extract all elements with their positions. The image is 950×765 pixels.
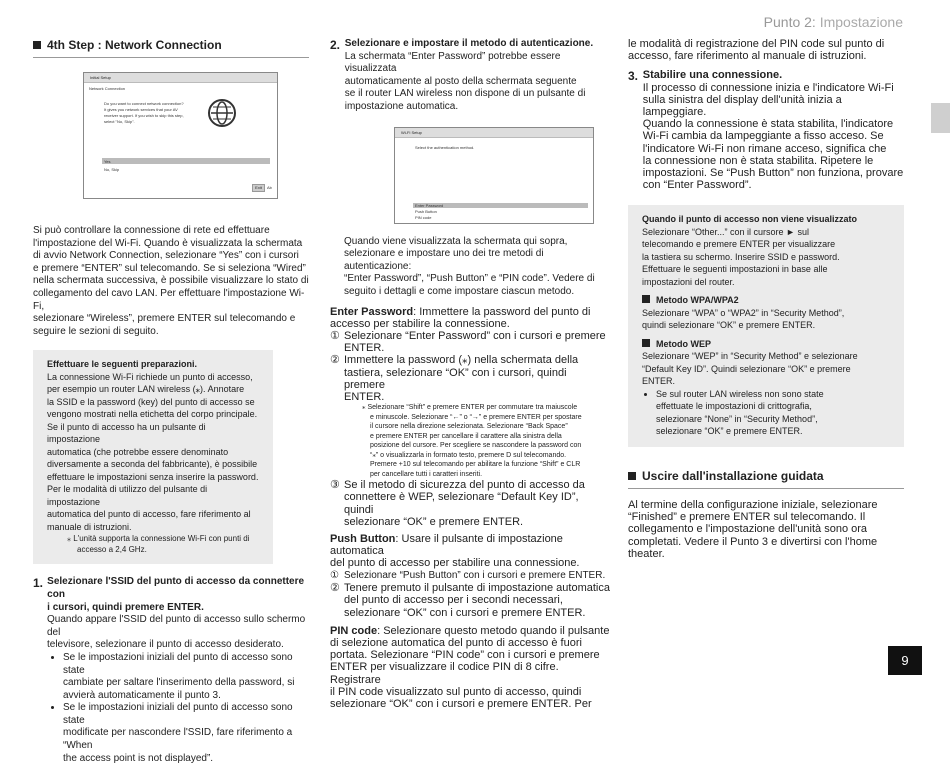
list-item: • Se le impostazioni iniziali del punto di accesso sono state cambiate per saltare l'inserimento della password, si avvierà automaticamente il punto 3. [63, 652, 309, 702]
box-line: la SSID e la password (key) del punto di accesso se [47, 396, 255, 407]
screen-option: Enter Password [415, 202, 444, 208]
text-line: Wi-Fi cambia da lampeggiante a fisso acceso. Se [642, 130, 884, 143]
screen-line: Select the authentication method. [415, 144, 475, 150]
heading-text: 4th Step : Network Connection [47, 38, 222, 52]
box-line: automatica (che potrebbe essere denominato [47, 446, 229, 457]
text-line: se il router LAN wireless non dispone di un pulsante di [344, 88, 586, 100]
push-button-section [330, 533, 610, 619]
text-line: Immettere la password (⁎) nella schermata della [344, 354, 579, 367]
screen-option: PIN code [415, 214, 432, 220]
step-3 [628, 69, 904, 191]
text-line: “Finished” e premere ENTER sul telecomando. Il [628, 511, 866, 524]
screen-option: Push Button [415, 208, 437, 214]
text-line: collegamento del cavo LAN. Per effettuare l'impostazione Wi-Fi, [33, 287, 305, 312]
text-line: Quando viene visualizzata la schermata qui sopra, [344, 235, 568, 247]
square-bullet-icon [628, 472, 636, 480]
text-line: accesso, fare riferimento al manuale di istruzioni. [628, 50, 867, 63]
box-line: Se il punto di accesso ha un pulsante di impostazione [47, 421, 206, 445]
screen-title-bar: Wi-Fi Setup [395, 128, 593, 138]
box-note: accesso a 2,4 GHz. [77, 545, 147, 555]
page-header [764, 14, 903, 30]
method-intro [344, 236, 610, 299]
box-line: La connessione Wi-Fi richiede un punto di accesso, [47, 371, 253, 382]
text-line: Selezionare “Push Button” con i cursori e premere ENTER. [344, 569, 606, 581]
box-line: Effettuare le seguenti impostazioni in base alle [642, 264, 828, 275]
side-tab [931, 103, 950, 133]
header-part: Punto 2: [763, 14, 816, 30]
box-line: per esempio un router LAN wireless (⁎). Annotare [47, 384, 245, 395]
screen-subtitle: Network Connection [89, 86, 126, 91]
method-label: Enter Password [330, 305, 414, 318]
box-line: impostazioni del router. [642, 276, 735, 287]
box-line: Selezionare “WPA” o “WPA2” in “Security Method”, [642, 307, 845, 318]
screen-line: receiver support. If you wish to skip this step, [104, 113, 184, 118]
step-number: 2. [330, 38, 341, 52]
screen-option-yes: Yes [104, 159, 111, 164]
box-line: manuale di istruzioni. [47, 521, 132, 532]
text-line: accesso per stabilire la connessione. [330, 317, 510, 330]
square-bullet-icon [642, 339, 650, 347]
text-line: nella schermata successiva, è possibile visualizzare lo stato di [33, 275, 309, 287]
text-line: selezionare “OK” e premere ENTER. [344, 515, 524, 528]
text-line: La schermata “Enter Password” potrebbe essere visualizzata [344, 50, 561, 75]
column-1 [33, 38, 309, 765]
box-line: automatica del punto di accesso, fare riferimento al [47, 509, 251, 520]
text-line: le modalità di registrazione del PIN code sul punto di [628, 38, 885, 50]
text-line: selezionare “Wireless”, premere ENTER sul telecomando e [33, 313, 296, 325]
box-line: quindi selezionare “OK” e premere ENTER. [642, 320, 816, 331]
text-line: impostazioni. Se “Push Button” non funziona, provare [642, 167, 904, 180]
text-line: tastiera, selezionare “OK” con i cursori, quindi premere [344, 366, 567, 391]
text-line: il PIN code visualizzato sul punto di accesso, quindi [330, 685, 582, 698]
text-line: Se il metodo di sicurezza del punto di accesso da [344, 479, 585, 492]
box-line: la tastiera su schermo. Inserire SSID e password. [642, 251, 840, 262]
text-line: Quando la connessione è stata stabilita, l'indicatore [642, 118, 894, 131]
box-line: diversamente a seconda del fabbricante), è possibile [47, 459, 258, 470]
text-line: ENTER per visualizzare il codice PIN di 8 cifre. Registrare [330, 661, 559, 686]
access-point-box [628, 205, 904, 447]
preparation-box [33, 350, 273, 564]
circled-number: ① [330, 569, 339, 581]
box-line: effettuare le impostazioni senza inserire la password. [47, 471, 259, 482]
box-line: vengono mostrati nella etichetta del corpo principale. [47, 409, 258, 420]
screen-exit-label: Ab [267, 185, 272, 190]
step-title: Stabilire una connessione. [642, 69, 783, 82]
text-line: portata. Selezionare “PIN code” con i cursori e premere [330, 649, 600, 662]
box-line: Selezionare “WEP” in “Security Method” e selezionare [642, 351, 858, 362]
text-line: collegamento e l'impostazione dell'unità sono ora [628, 523, 868, 536]
text-line: Selezionare “Enter Password” con i cursori e premere [344, 329, 606, 342]
bullet-list [642, 388, 890, 438]
section-heading [628, 469, 904, 489]
screen-title-bar: Initial Setup [84, 73, 277, 83]
screen-exit-button: Exit [252, 184, 265, 192]
screen-option-skip: No, Skip [104, 167, 120, 172]
column-2 [330, 38, 610, 710]
text-line: ENTER. [344, 390, 385, 403]
box-line: Per le modalità di utilizzo del pulsante di impostazione [47, 484, 208, 507]
box-line: “Default Key ID”. Quindi selezionare “OK” e premere [642, 363, 851, 374]
screen-line: Do you want to connect network connection? [104, 101, 184, 106]
text-line: : Immettere la password del punto di [413, 305, 591, 318]
text-line: televisore, selezionare il punto di accesso desiderato. [47, 639, 284, 651]
text-line: impostazione automatica. [344, 100, 459, 112]
pin-code-section [330, 625, 610, 710]
subheading: Metodo WEP [656, 338, 711, 349]
text-line: del punto di accesso per i secondi necessari, [344, 594, 563, 607]
exit-paragraph [628, 499, 904, 560]
box-title: Quando il punto di accesso non viene visualizzato [642, 214, 858, 225]
circled-number: ③ [330, 479, 340, 492]
step-number: 1. [33, 576, 44, 591]
square-bullet-icon [642, 295, 650, 303]
bullet-list [47, 652, 309, 765]
subheading: Metodo WPA/WPA2 [656, 295, 739, 306]
heading-text: Uscire dall'installazione guidata [642, 468, 824, 483]
box-line: telecomando e premere ENTER per visualizzare [642, 239, 836, 250]
text-line: Quando appare l'SSID del punto di accesso sullo schermo del [47, 614, 306, 638]
text-line: di avvio Network Connection, selezionare “Yes” con i cursori [33, 250, 299, 262]
text-line: di selezione automatica del punto di accesso è fuori [330, 636, 582, 649]
text-line: connettere è WEP, selezionare “Default Key ID”, quindi [344, 491, 579, 516]
text-line: completati. Vedere il Punto 3 e divertirsi con l'home theater. [628, 535, 878, 560]
circled-number: ② [330, 354, 340, 367]
step-title: Selezionare e impostare il metodo di autenticazione. [344, 38, 594, 49]
text-line: e premere “ENTER” sul telecomando. Se si seleziona “Wired” [33, 262, 306, 274]
text-line: ENTER. [344, 342, 385, 355]
text-line: automaticamente al posto della schermata seguente [344, 75, 577, 87]
text-line: seguire le sezioni di seguito. [33, 325, 159, 337]
circled-number: ① [330, 329, 340, 342]
password-note: ⁎ Selezionare “Shift” e premere ENTER per commutare tra maiuscole e minuscole. Selezionare “←” o “→” e premere ENTER per spostare il cursore nella direzione selezionata. Selezionare “Back Space” e premere ENTER per cancellare il carattere alla sinistra della posizione del cursore. Per scegliere se nascondere la password con “⁎” o visualizzarla in formato testo, premere D sul telecomando. Premere +10 sul telecomando per abilitare la funzione “Shift” e CLR per cancellare tutti i caratteri inseriti. [362, 404, 582, 478]
step-title: i cursori, quindi premere ENTER. [47, 601, 204, 613]
text-line: selezionare “OK” con i cursori e premere ENTER. [344, 606, 586, 619]
text-line: “Enter Password”, “Push Button” e “PIN code”. Vedere di [344, 273, 595, 285]
text-line: del punto di accesso per stabilire una connessione. [330, 557, 580, 570]
list-item: • Se le impostazioni iniziali del punto di accesso sono state modificate per nascondere l'SSID, fare riferimento a “When the access point is not displayed”. [63, 702, 309, 765]
box-title: Effettuare le seguenti preparazioni. [47, 359, 198, 370]
text-line: Al termine della configurazione iniziale, selezionare [628, 498, 878, 511]
text-line: : Selezionare questo metodo quando il pulsante [377, 624, 610, 637]
method-label: Push Button [330, 532, 396, 545]
text-line: sulla sinistra del display dell'unità inizia a lampeggiare. [642, 93, 842, 119]
text-line: : Usare il pulsante di impostazione automatica [330, 532, 563, 558]
column-3 [628, 38, 904, 560]
step-number: 3. [628, 69, 639, 84]
step-title: Selezionare l'SSID del punto di accesso da connettere con [47, 576, 305, 600]
step-1 [33, 576, 309, 765]
list-item: • Se sul router LAN wireless non sono state effettuate le impostazioni di crittografia, selezionare “None” in “Security Method”, selezionare “OK” e premere ENTER. [656, 388, 890, 438]
square-bullet-icon [33, 41, 41, 49]
box-line: ENTER. [642, 376, 676, 387]
header-title: Impostazione [819, 14, 903, 30]
box-line: Selezionare “Other...” con il cursore ► sul [642, 226, 809, 237]
text-line: seguito i dettagli e come impostare ciascun metodo. [344, 285, 575, 297]
text-line: Si può controllare la connessione di rete ed effettuare [33, 225, 270, 236]
text-line: Tenere premuto il pulsante di impostazione automatica [344, 582, 610, 595]
text-line: selezionare “OK” con i cursori e premere ENTER. Per [330, 698, 592, 710]
box-note: ⁎ L'unità supporta la connessione Wi-Fi con punti di [67, 534, 250, 544]
intro-paragraph [33, 225, 309, 338]
text-line: la connessione non è stata stabilita. Ripetere le [642, 154, 874, 167]
method-label: PIN code [330, 624, 378, 637]
screen-line: select "No, Skip". [104, 119, 135, 124]
text-line: con “Enter Password”. [642, 179, 752, 192]
screen-line: It gives you network services that your AV [104, 107, 178, 112]
circled-number: ② [330, 582, 340, 595]
screen-network-connection [83, 72, 278, 199]
text-line: selezionare e impostare uno dei tre metodi di autenticazione: [344, 248, 544, 272]
enter-password-section [330, 306, 610, 528]
screen-selected-option [102, 158, 270, 164]
page-number: 9 [888, 646, 922, 675]
step-2 [330, 38, 610, 114]
text-line: l'impostazione del Wi-Fi. Quando è visualizzata la schermata [33, 237, 303, 249]
section-heading [33, 38, 309, 58]
globe-icon [208, 99, 236, 127]
text-line: Il processo di connessione inizia e l'indicatore Wi-Fi [642, 81, 894, 94]
text-line: l'indicatore Wi-Fi non rimane acceso, significa che [642, 142, 887, 155]
screen-wifi-setup [394, 127, 594, 224]
